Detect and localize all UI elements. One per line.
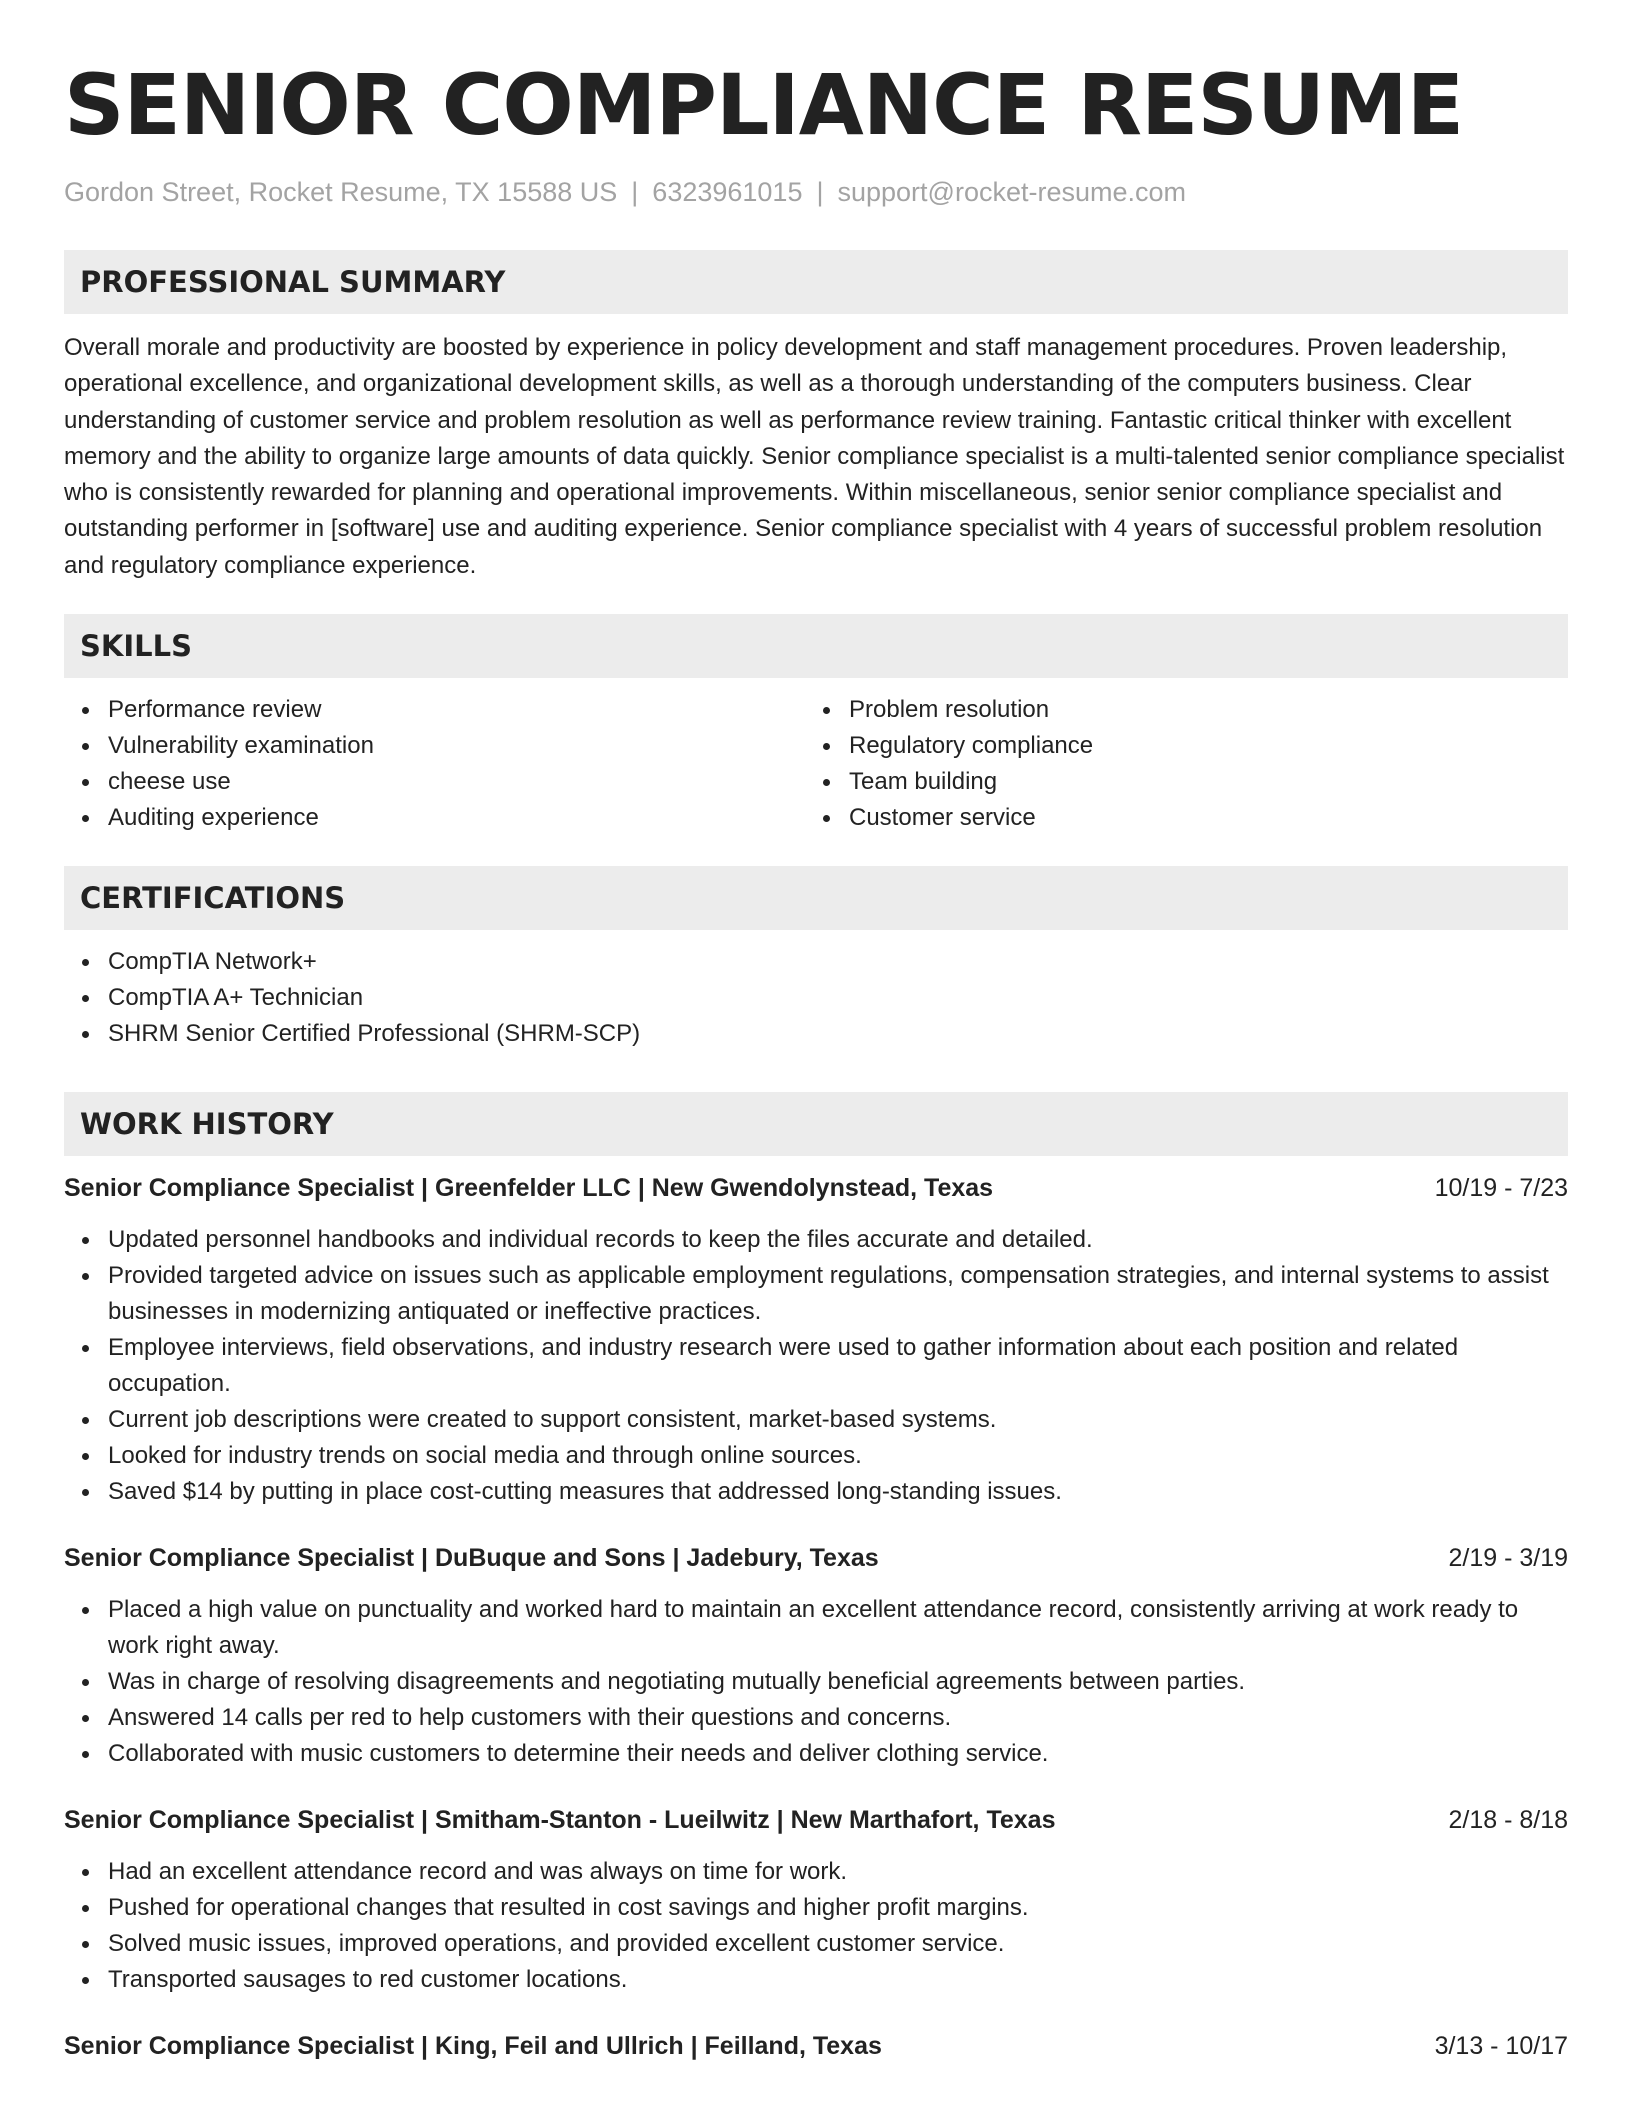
skill-item: Regulatory compliance	[849, 728, 1546, 764]
contact-phone: 6323961015	[652, 177, 803, 207]
skill-item: Problem resolution	[849, 692, 1546, 728]
job-dates: 10/19 - 7/23	[1434, 1174, 1568, 1203]
job-dates: 2/19 - 3/19	[1448, 1544, 1568, 1573]
job-entry	[64, 2028, 1568, 2064]
job-title: Senior Compliance Specialist | Smitham-Stanton - Lueilwitz | New Marthafort, Texas	[64, 1806, 1056, 1835]
job-bullet: Employee interviews, field observations, and industry research were used to gather information about each position and related occupation.	[108, 1330, 1568, 1402]
job-bullets	[64, 1854, 1568, 1998]
contact-separator: |	[816, 177, 824, 207]
skill-item: Auditing experience	[108, 800, 805, 836]
job-bullet: Current job descriptions were created to support consistent, market-based systems.	[108, 1402, 1568, 1438]
job-bullet: Updated personnel handbooks and individual records to keep the files accurate and detailed.	[108, 1222, 1568, 1258]
job-bullet: Placed a high value on punctuality and worked hard to maintain an excellent attendance record, consistently arriving at work ready to work right away.	[108, 1592, 1568, 1664]
skills-list-right	[805, 692, 1546, 836]
job-dates: 3/13 - 10/17	[1434, 2032, 1568, 2061]
job-header	[64, 1802, 1568, 1838]
job-bullet: Collaborated with music customers to determine their needs and deliver clothing service.	[108, 1736, 1568, 1772]
job-bullet: Provided targeted advice on issues such as applicable employment regulations, compensation strategies, and internal systems to assist businesses in modernizing antiquated or ineffective practices.	[108, 1258, 1568, 1330]
job-title: Senior Compliance Specialist | Greenfelder LLC | New Gwendolynstead, Texas	[64, 1174, 994, 1203]
contact-line	[64, 174, 1568, 210]
section-header-certifications: CERTIFICATIONS	[64, 866, 1568, 930]
job-header	[64, 1170, 1568, 1206]
skills-column-left	[64, 692, 805, 836]
job-bullets	[64, 1592, 1568, 1772]
certification-item: SHRM Senior Certified Professional (SHRM-SCP)	[108, 1016, 1568, 1052]
skills-list-left	[64, 692, 805, 836]
resume-title: SENIOR COMPLIANCE RESUME	[64, 56, 1464, 154]
job-dates: 2/18 - 8/18	[1448, 1806, 1568, 1835]
certification-item: CompTIA Network+	[108, 944, 1568, 980]
section-header-summary: PROFESSIONAL SUMMARY	[64, 250, 1568, 314]
skill-item: Customer service	[849, 800, 1546, 836]
contact-email[interactable]: support@rocket-resume.com	[837, 177, 1187, 207]
skills-grid	[64, 692, 1568, 836]
job-bullets	[64, 1222, 1568, 1510]
job-title: Senior Compliance Specialist | DuBuque and Sons | Jadebury, Texas	[64, 1544, 879, 1573]
skill-item: Vulnerability examination	[108, 728, 805, 764]
job-entry	[64, 1802, 1568, 1998]
certifications-list	[64, 944, 1568, 1052]
job-bullet: Saved $14 by putting in place cost-cutting measures that addressed long-standing issues.	[108, 1474, 1568, 1510]
skills-column-right	[805, 692, 1546, 836]
section-header-work-history: WORK HISTORY	[64, 1092, 1568, 1156]
job-entry	[64, 1170, 1568, 1510]
job-entry	[64, 1540, 1568, 1772]
job-header	[64, 1540, 1568, 1576]
job-bullet: Had an excellent attendance record and was always on time for work.	[108, 1854, 1568, 1890]
job-bullet: Pushed for operational changes that resulted in cost savings and higher profit margins.	[108, 1890, 1568, 1926]
contact-address: Gordon Street, Rocket Resume, TX 15588 US	[64, 177, 618, 207]
job-bullet: Transported sausages to red customer locations.	[108, 1962, 1568, 1998]
job-bullet: Was in charge of resolving disagreements and negotiating mutually beneficial agreements between parties.	[108, 1664, 1568, 1700]
job-bullet: Looked for industry trends on social media and through online sources.	[108, 1438, 1568, 1474]
contact-separator: |	[631, 177, 639, 207]
job-bullet: Answered 14 calls per red to help customers with their questions and concerns.	[108, 1700, 1568, 1736]
job-title: Senior Compliance Specialist | King, Feil and Ullrich | Feilland, Texas	[64, 2032, 882, 2061]
summary-text: Overall morale and productivity are boosted by experience in policy development and staff management procedures. Proven leadership, operational excellence, and organizational development skills, as well as a thorough understanding of the computers business. Clear understanding of customer service and problem resolution as well as performance review training. Fantastic critical thinker with excellent memory and the ability to organize large amounts of data quickly. Senior compliance specialist is a multi-talented senior compliance specialist who is consistently rewarded for planning and operational improvements. Within miscellaneous, senior senior compliance specialist and outstanding performer in [software] use and auditing experience. Senior compliance specialist with 4 years of successful problem resolution and regulatory compliance experience.	[64, 334, 1565, 579]
skill-item: Performance review	[108, 692, 805, 728]
skill-item: Team building	[849, 764, 1546, 800]
section-header-skills: SKILLS	[64, 614, 1568, 678]
skill-item: cheese use	[108, 764, 805, 800]
job-bullet: Solved music issues, improved operations, and provided excellent customer service.	[108, 1926, 1568, 1962]
job-header	[64, 2028, 1568, 2064]
certification-item: CompTIA A+ Technician	[108, 980, 1568, 1016]
